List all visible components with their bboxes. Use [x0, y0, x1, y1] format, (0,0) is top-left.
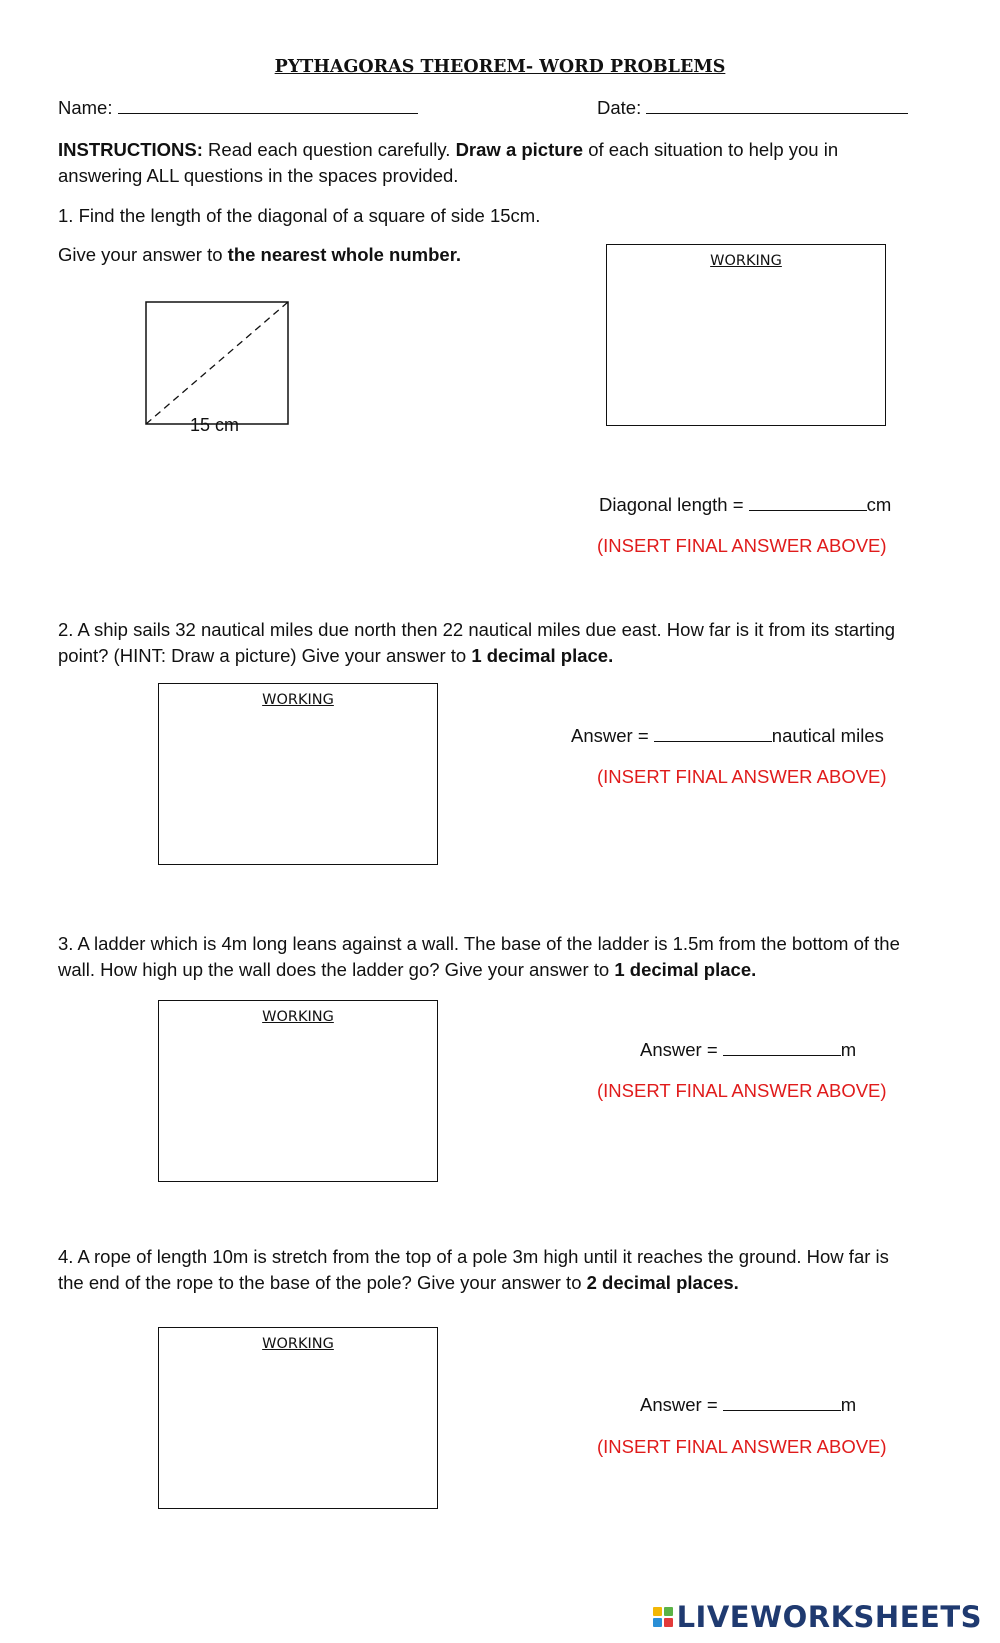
q3-answer-field[interactable] [723, 1055, 841, 1056]
q2-answer-unit: nautical miles [771, 725, 884, 746]
q2-final-note: (INSERT FINAL ANSWER ABOVE) [597, 766, 887, 787]
q2-working-label: WORKING [262, 692, 334, 708]
side-length-label: 15 cm [190, 415, 240, 435]
instructions-label: INSTRUCTIONS: [58, 139, 203, 160]
q4-final-note: (INSERT FINAL ANSWER ABOVE) [597, 1436, 887, 1457]
liveworksheets-logo-text: LIVEWORKSHEETS [676, 1600, 982, 1634]
square-diagram [144, 300, 294, 430]
q4-answer-label: Answer = [640, 1394, 723, 1415]
q4-text-bold: 2 decimal places. [586, 1272, 739, 1293]
q3-text [58, 931, 918, 983]
q4-working-box[interactable] [158, 1327, 438, 1509]
q3-answer-row [640, 1039, 856, 1061]
q2-text [58, 617, 918, 669]
q4-answer-field[interactable] [723, 1410, 841, 1411]
q1-answer-label: Diagonal length = [599, 494, 749, 515]
q3-working-box[interactable] [158, 1000, 438, 1182]
liveworksheets-logo [653, 1600, 982, 1634]
q2-working-box[interactable] [158, 683, 438, 865]
q3-working-label: WORKING [262, 1009, 334, 1025]
q1-answer-field[interactable] [749, 510, 867, 511]
q2-answer-field[interactable] [654, 741, 772, 742]
q3-text-bold: 1 decimal place. [614, 959, 757, 980]
q1-text: 1. Find the length of the diagonal of a square of side 15cm. [58, 205, 541, 226]
q3-answer-unit: m [840, 1039, 857, 1060]
q1-answer-unit: cm [866, 494, 892, 515]
q2-answer-label: Answer = [571, 725, 654, 746]
q1-give-text: Give your answer to [58, 244, 228, 265]
instructions [58, 137, 918, 189]
q1-give-bold: the nearest whole number. [227, 244, 462, 265]
q3-text-body: 3. A ladder which is 4m long leans against a wall. The base of the ladder is 1.5m from the bottom of the wall. How high up the wall does the ladder go? Give your answer to [58, 933, 900, 980]
q4-text-body: 4. A rope of length 10m is stretch from the top of a pole 3m high until it reaches the ground. How far is the end of the rope to the base of the pole? Give your answer to [58, 1246, 889, 1293]
liveworksheets-logo-icon [653, 1607, 673, 1627]
diagonal-dashed-line [146, 302, 288, 424]
q4-answer-unit: m [840, 1394, 857, 1415]
q1-working-label: WORKING [710, 253, 782, 269]
q4-working-label: WORKING [262, 1336, 334, 1352]
date-row [597, 97, 908, 119]
name-field[interactable] [118, 113, 418, 114]
name-label: Name: [58, 97, 113, 118]
q2-answer-row [571, 725, 884, 747]
q3-answer-label: Answer = [640, 1039, 723, 1060]
name-row [58, 97, 418, 119]
worksheet-title: PYTHAGORAS THEOREM- WORD PROBLEMS [274, 57, 726, 77]
instructions-bold: Draw a picture [455, 139, 584, 160]
q1-final-note: (INSERT FINAL ANSWER ABOVE) [597, 535, 887, 556]
q3-final-note: (INSERT FINAL ANSWER ABOVE) [597, 1080, 887, 1101]
q1-answer-row [599, 494, 891, 516]
q2-text-body: 2. A ship sails 32 nautical miles due north then 22 nautical miles due east. How far is it from its starting point? (HINT: Draw a picture) Give your answer to [58, 619, 896, 666]
instructions-text-2: of each situation to help you in answering ALL questions in the spaces provided. [58, 139, 839, 186]
q2-text-bold: 1 decimal place. [471, 645, 614, 666]
q4-text [58, 1244, 918, 1296]
q1-working-box[interactable] [606, 244, 886, 426]
date-field[interactable] [646, 113, 908, 114]
q4-answer-row [640, 1394, 856, 1416]
date-label: Date: [597, 97, 642, 118]
instructions-text-1: Read each question carefully. [202, 139, 456, 160]
